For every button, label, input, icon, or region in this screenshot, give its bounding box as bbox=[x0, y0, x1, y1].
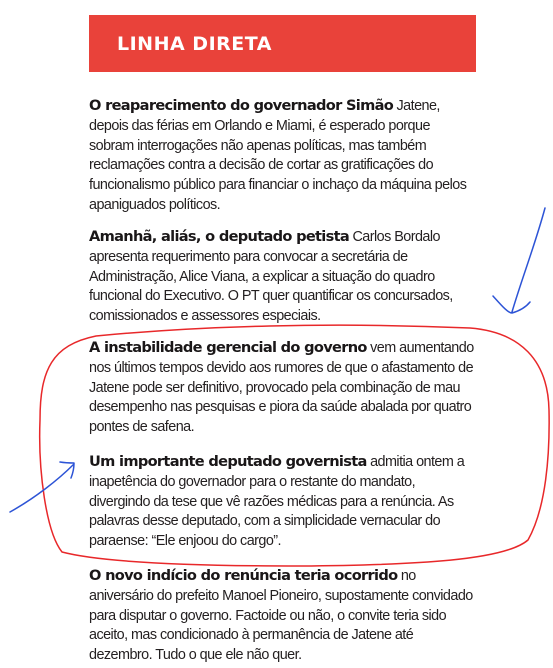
paragraph-body: no aniversário do prefeito Manoel Pioneiro, supostamente convidado para disputar o governo. Factoide ou não, o convite teria sido aceito, mas condicionado à permanência de Jatene até dezembro. Tudo o que ele não quer. bbox=[89, 568, 473, 664]
section-header bbox=[89, 15, 476, 72]
right-arrow-annotation bbox=[493, 208, 545, 313]
paragraph-lead: O reaparecimento do governador Simão bbox=[89, 97, 394, 114]
paragraph-body: Jatene, depois das férias em Orlando e Miami, é esperado porque sobram interrogações não apenas políticas, mas também reclamações contra a decisão de cortar as gratificações do funcionalismo público para financiar o inchaço da máquina pelos apaniguados políticos. bbox=[89, 98, 467, 213]
paragraph-lead: O novo indício do renúncia teria ocorrido bbox=[89, 567, 398, 584]
section-title: LINHA DIRETA bbox=[117, 33, 272, 55]
column-paragraph bbox=[89, 452, 475, 552]
paragraph-body: admitia ontem a inapetência do governador para o restante do mandato, divergindo da tese que vê razões médicas para a renúncia. As palavras desse deputado, com a simplicidade vernacular do paraense: “Ele enjoou do cargo”. bbox=[89, 454, 465, 550]
column-paragraph bbox=[89, 227, 475, 327]
paragraph-lead: Amanhã, aliás, o deputado petista bbox=[89, 228, 350, 245]
paragraph-lead: Um importante deputado governista bbox=[89, 453, 367, 470]
paragraph-body: Carlos Bordalo apresenta requerimento para convocar a secretária de Administração, Alice Viana, a explicar a situação do quadro funcional do Executivo. O PT quer quantificar os concursados, comissionados e assessores especiais. bbox=[89, 229, 453, 325]
paragraph-body: vem aumentando nos últimos tempos devido aos rumores de que o afastamento de Jatene pode ser definitivo, provocado pela combinação de mau desempenho nas pesquisas e piora da saúde abalada por quatro pontes de safena. bbox=[89, 340, 474, 436]
left-arrow-annotation bbox=[10, 462, 74, 512]
paragraph-lead: A instabilidade gerencial do governo bbox=[89, 339, 367, 356]
column-paragraph bbox=[89, 566, 475, 666]
column-paragraph bbox=[89, 338, 475, 438]
column-paragraph bbox=[89, 96, 475, 216]
